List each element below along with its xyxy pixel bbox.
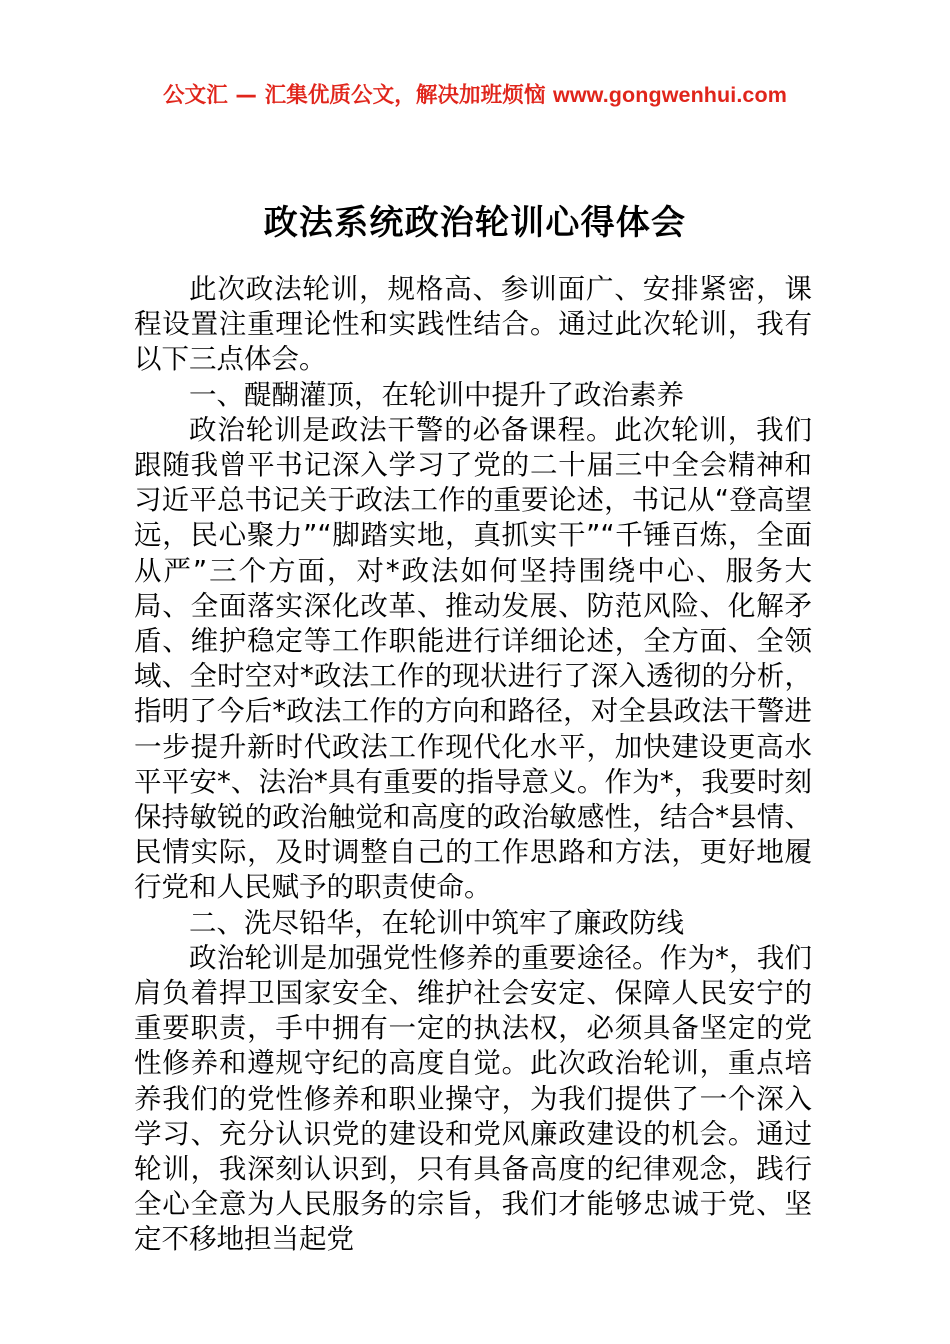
site-watermark-header bbox=[0, 78, 950, 109]
site-brand-text: 公文汇 — 汇集优质公文，解决加班烦恼 bbox=[163, 83, 546, 108]
paragraph-intro: 此次政法轮训，规格高、参训面广、安排紧密，课程设置注重理论性和实践性结合。通过此次轮训，我有以下三点体会。 bbox=[134, 273, 812, 376]
section-heading-two: 二、洗尽铅华，在轮训中筑牢了廉政防线 bbox=[189, 906, 684, 939]
site-url-text: www.gongwenhui.com bbox=[553, 83, 787, 107]
paragraph-section-two-body: 政治轮训是加强党性修养的重要途径。作为*，我们肩负着捍卫国家安全、维护社会安定、保障人民安宁的重要职责，手中拥有一定的执法权，必须具备坚定的党性修养和遵规守纪的高度自觉。此次政治轮训，重点培养我们的党性修养和职业操守，为我们提供了一个深入学习、充分认识党的建设和党风廉政建设的机会。通过轮训，我深刻认识到，只有具备高度的纪律观念，践行全心全意为人民服务的宗旨，我们才能够忠诚于党、坚定不移地担当起党 bbox=[134, 941, 812, 1256]
paragraph-section-one-body: 政治轮训是政法干警的必备课程。此次轮训，我们跟随我曾平书记深入学习了党的二十届三中全会精神和习近平总书记关于政法工作的重要论述，书记从“登高望远，民心聚力”“脚踏实地，真抓实干”“千锤百炼，全面从严”三个方面，对*政法如何坚持围绕中心、服务大局、全面落实深化改革、推动发展、防范风险、化解矛盾、维护稳定等工作职能进行详细论述，全方面、全领域、全时空对*政法工作的现状进行了深入透彻的分析，指明了今后*政法工作的方向和路径，对全县政法干警进一步提升新时代政法工作现代化水平，加快建设更高水平平安*、法治*具有重要的指导意义。作为*，我要时刻保持敏锐的政治触觉和高度的政治敏感性，结合*县情、民情实际，及时调整自己的工作思路和方法，更好地履行党和人民赋予的职责使命。 bbox=[134, 413, 812, 904]
page-title: 政法系统政治轮训心得体会 bbox=[263, 202, 687, 243]
document-body bbox=[134, 272, 812, 1258]
section-heading-one: 一、醍醐灌顶，在轮训中提升了政治素养 bbox=[189, 378, 684, 411]
